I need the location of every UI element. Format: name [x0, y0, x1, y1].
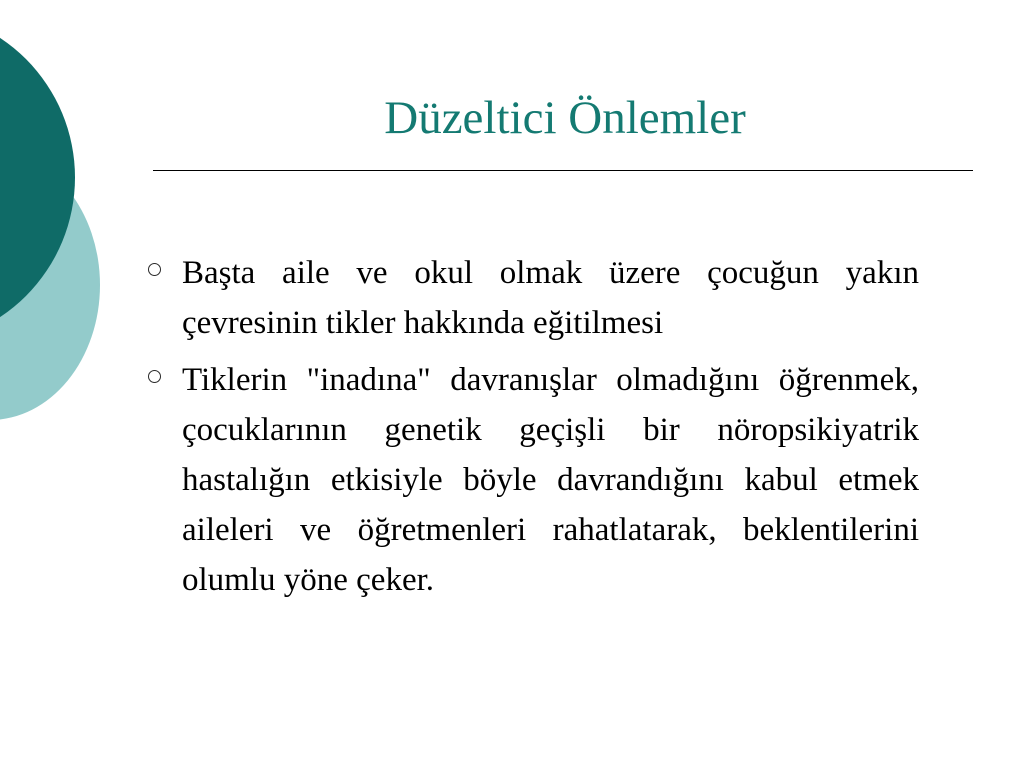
slide-title: Düzeltici Önlemler	[384, 92, 746, 144]
hollow-circle-bullet-icon	[148, 370, 161, 383]
bullet-text: Tiklerin "inadına" davranışlar olmadığını öğrenmek, çocuklarının genetik geçişli bir nöropsikiyatrik hastalığın etkisiyle böyle davrandığını kabul etmek aileleri ve öğretmenleri rahatlatarak, beklentilerini olumlu yöne çeker.	[182, 362, 919, 598]
bullet-item	[142, 355, 919, 605]
bullet-text: Başta aile ve okul olmak üzere çocuğun yakın çevresinin tikler hakkında eğitilmesi	[182, 255, 919, 341]
hollow-circle-bullet-icon	[148, 263, 161, 276]
bullet-item	[142, 248, 919, 348]
bullet-list	[142, 248, 919, 612]
title-divider	[153, 170, 973, 171]
